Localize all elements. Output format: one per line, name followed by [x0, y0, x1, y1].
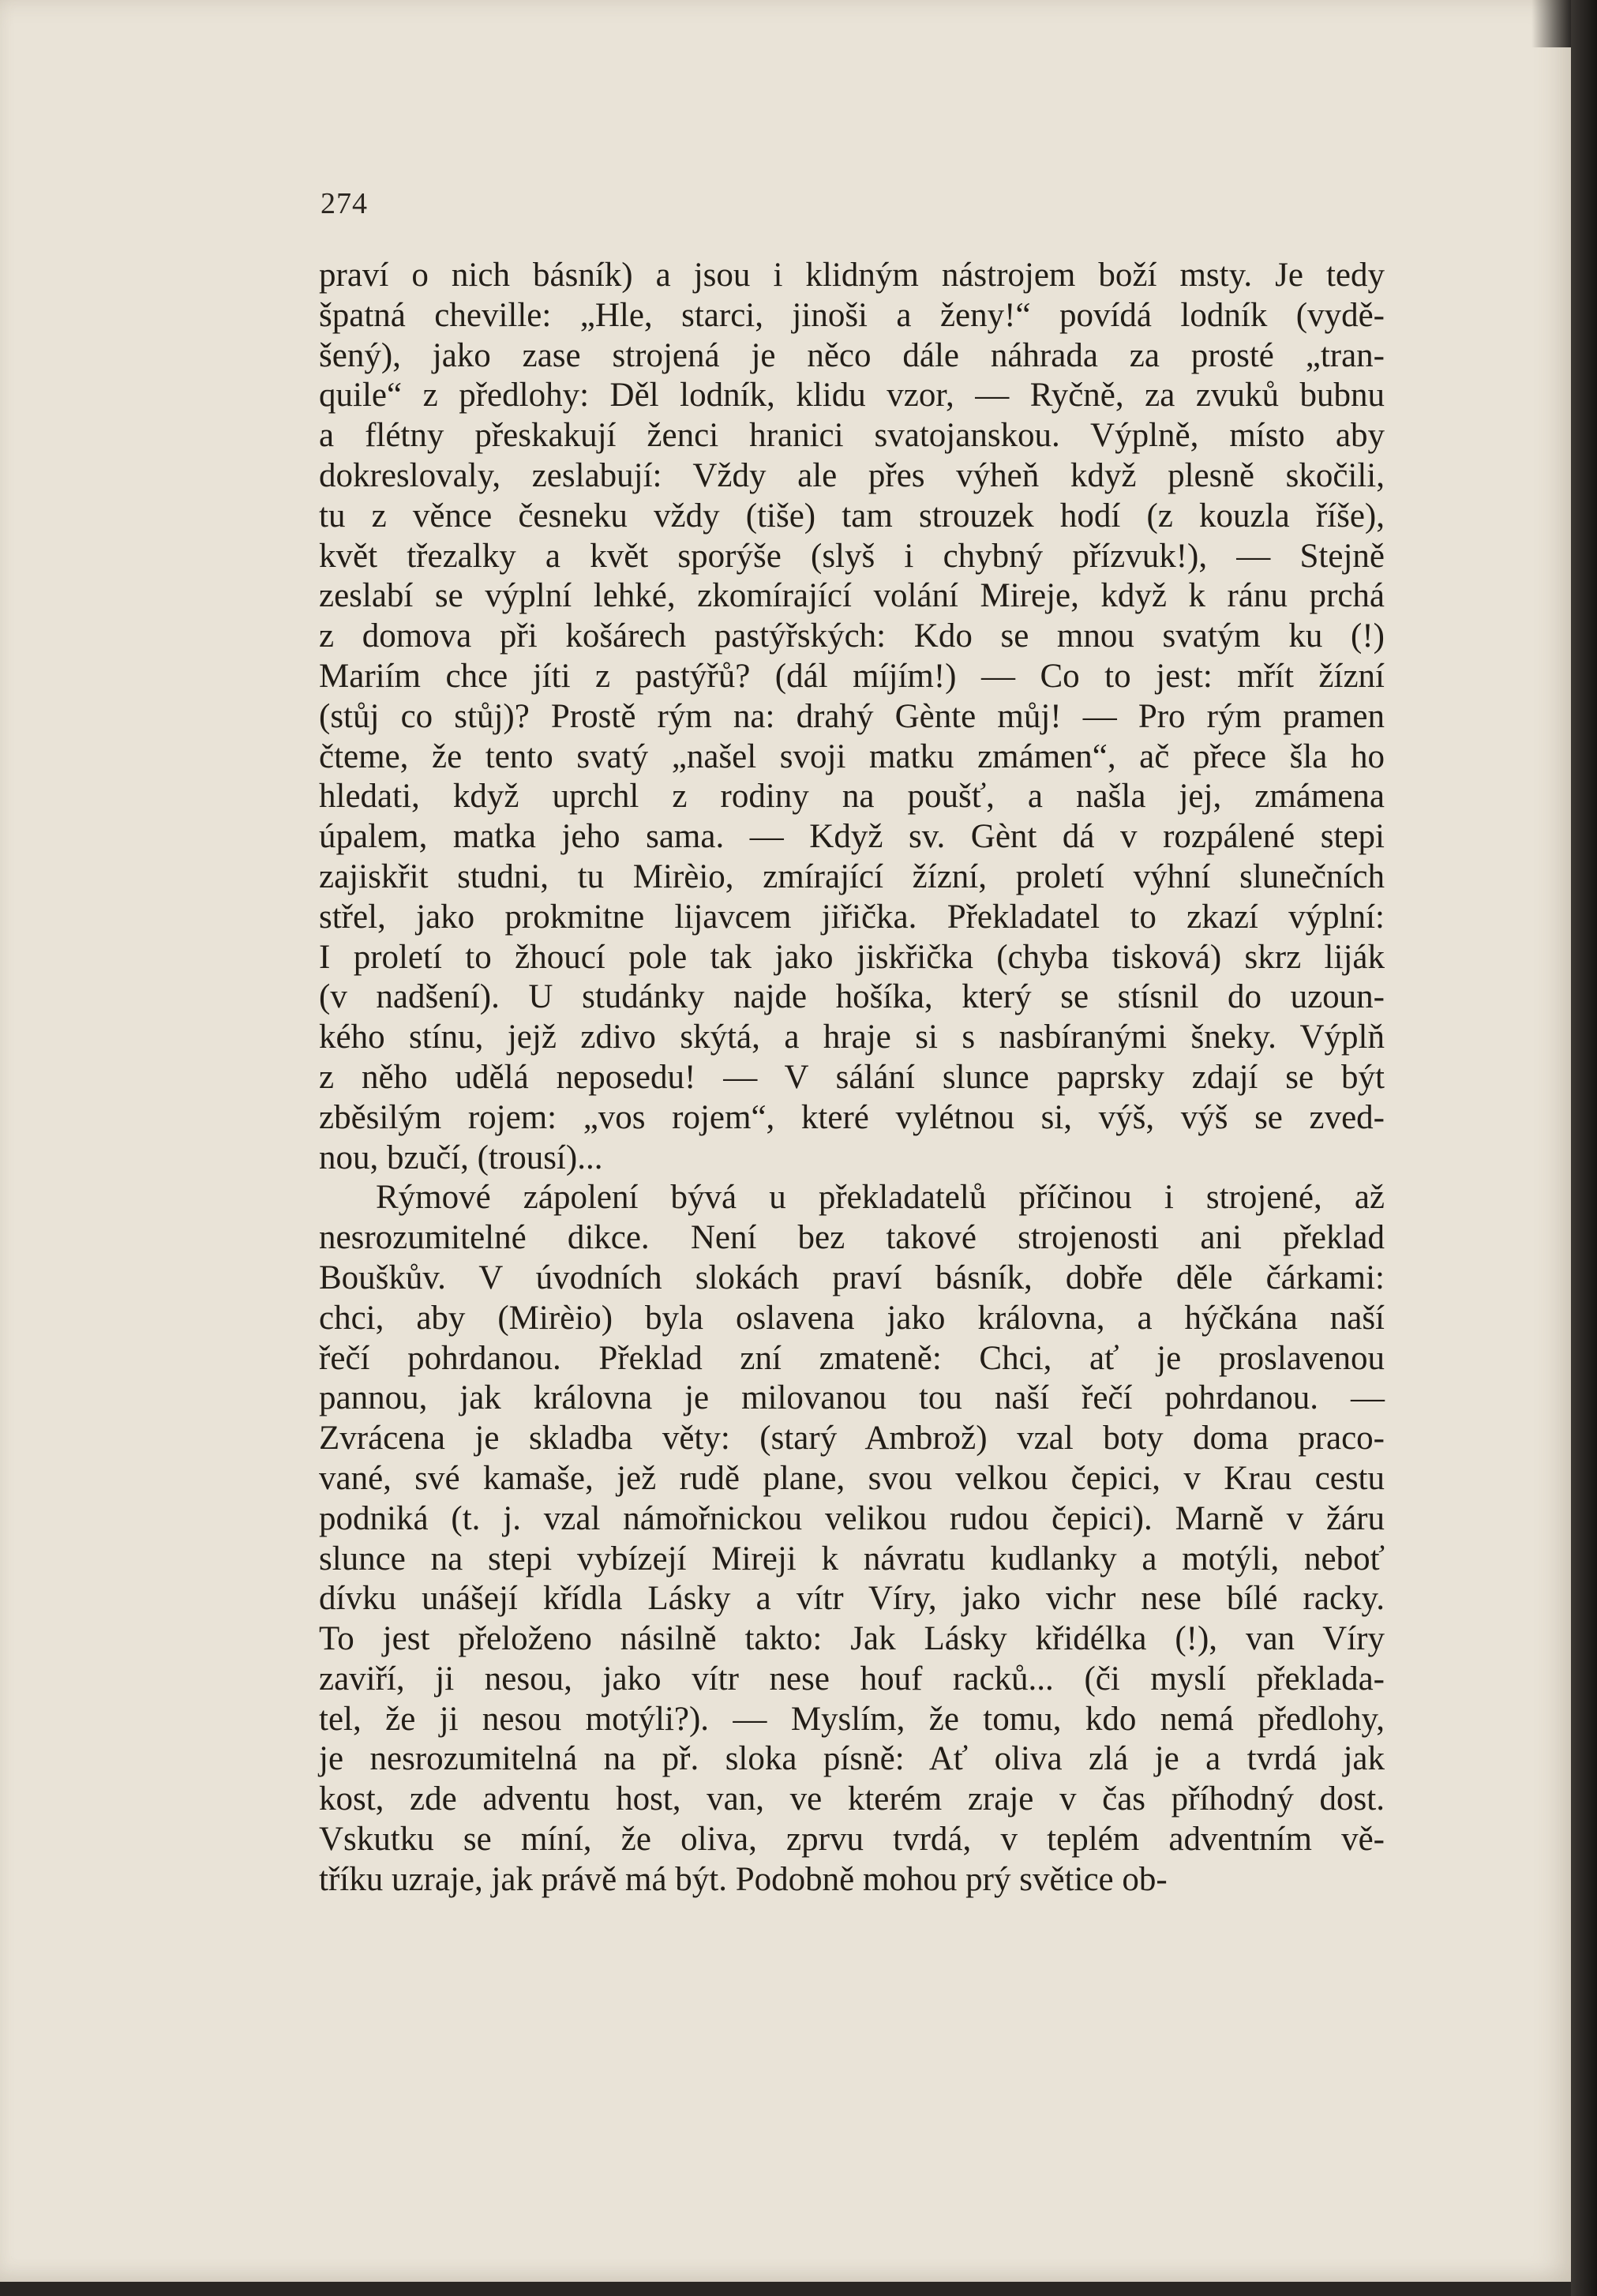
- page-number: 274: [321, 187, 368, 220]
- text-line: čteme, že tento svatý „našel svoji matku zmámen“, ač přece šla ho: [319, 737, 1385, 775]
- text-line: nesrozumitelné dikce. Není bez takové strojenosti ani překlad: [319, 1219, 1385, 1257]
- text-line: Mariím chce jíti z pastýřů? (dál míjím!) — Co to jest: mřít žízní: [319, 657, 1385, 695]
- text-line: z domova při košárech pastýřských: Kdo se mnou svatým ku (!): [319, 617, 1385, 655]
- text-line: zběsilým rojem: „vos rojem“, které vylétnou si, výš, výš se zved‑: [319, 1098, 1385, 1136]
- text-line: Bouškův. V úvodních slokách praví básník, dobře děle čárkami:: [319, 1259, 1385, 1296]
- text-line: nou, bzučí, (trousí)...: [319, 1139, 603, 1176]
- text-line: špatná cheville: „Hle, starci, jinoši a ženy!“ povídá lodník (vydě‑: [319, 296, 1385, 334]
- text-line: květ třezalky a květ sporýše (slyš i chybný přízvuk!), — Stejně: [319, 537, 1385, 575]
- page-corner-shadow: [1531, 0, 1571, 47]
- page-text: [319, 256, 1385, 1900]
- text-line: úpalem, matka jeho sama. — Když sv. Gènt dá v rozpálené stepi: [319, 818, 1385, 856]
- text-line: je nesrozumitelná na př. sloka písně: Ať oliva zlá je a tvrdá jak: [319, 1740, 1385, 1778]
- text-line: Zvrácena je skladba věty: (starý Ambrož) vzal boty doma praco‑: [319, 1420, 1385, 1458]
- text-line: tříku uzraje, jak právě má být. Podobně mohou prý světice ob‑: [319, 1860, 1168, 1898]
- text-line: kého stínu, jejž zdivo skýtá, a hraje si s nasbíranými šneky. Výplň: [319, 1019, 1385, 1056]
- text-line: (stůj co stůj)? Prostě rým na: drahý Gènte můj! — Pro rým pramen: [319, 697, 1385, 735]
- text-line: dokreslovaly, zeslabují: Vždy ale přes výheň když plesně skočili,: [319, 456, 1385, 494]
- text-line: zaviří, ji nesou, jako vítr nese houf racků... (či myslí překlada‑: [319, 1660, 1385, 1698]
- text-line: kost, zde adventu host, van, ve kterém zraje v čas příhodný dost.: [319, 1780, 1385, 1818]
- text-line: quile“ z předlohy: Děl lodník, klidu vzor, — Ryčně, za zvuků bubnu: [319, 377, 1385, 415]
- text-line: a flétny přeskakují ženci hranici svatojanskou. Výplně, místo aby: [319, 417, 1385, 455]
- text-line: Rýmové zápolení bývá u překladatelů příčinou i strojené, až: [376, 1179, 1385, 1217]
- text-line: slunce na stepi vybízejí Mireji k návratu kudlanky a motýli, neboť: [319, 1540, 1385, 1578]
- text-line: To jest přeloženo násilně takto: Jak Lásky křidélka (!), van Víry: [319, 1620, 1385, 1658]
- text-line: (v nadšení). U studánky najde hošíka, který se stísnil do uzoun‑: [319, 978, 1385, 1016]
- text-line: střel, jako prokmitne lijavcem jiřička. Překladatel to zkazí výplní:: [319, 898, 1385, 936]
- text-line: praví o nich básník) a jsou i klidným nástrojem boží msty. Je tedy: [319, 257, 1385, 294]
- text-line: řečí pohrdanou. Překlad zní zmateně: Chci, ať je proslavenou: [319, 1339, 1385, 1377]
- text-line: tu z věnce česneku vždy (tiše) tam strouzek hodí (z kouzla říše),: [319, 497, 1385, 535]
- text-line: šený), jako zase strojená je něco dále náhrada za prosté „tran‑: [319, 336, 1385, 374]
- text-line: hledati, když uprchl z rodiny na poušť, a našla jej, zmámena: [319, 778, 1385, 816]
- text-line: dívku unášejí křídla Lásky a vítr Víry, jako vichr nese bílé racky.: [319, 1580, 1385, 1618]
- text-line: podniká (t. j. vzal námořnickou velikou rudou čepici). Marně v žáru: [319, 1499, 1385, 1537]
- text-line: Vskutku se míní, že oliva, zprvu tvrdá, v teplém adventním vě‑: [319, 1821, 1385, 1859]
- text-line: zeslabí se výplní lehké, zkomírající volání Mireje, když k ránu prchá: [319, 577, 1385, 615]
- text-line: z něho udělá neposedu! — V sálání slunce paprsky zdají se být: [319, 1058, 1385, 1096]
- text-line: vané, své kamaše, jež rudě plane, svou velkou čepici, v Krau cestu: [319, 1459, 1385, 1497]
- text-line: pannou, jak královna je milovanou tou naší řečí pohrdanou. —: [319, 1379, 1385, 1417]
- text-line: chci, aby (Mirèio) byla oslavena jako královna, a hýčkána naší: [319, 1299, 1385, 1337]
- text-line: zajiskřit studni, tu Mirèio, zmírající žízní, proletí výhní slunečních: [319, 857, 1385, 895]
- book-spine-edge: [1571, 0, 1597, 2296]
- text-line: I proletí to žhoucí pole tak jako jiskřička (chyba tisková) skrz liják: [319, 938, 1385, 976]
- text-line: tel, že ji nesou motýli?). — Myslím, že tomu, kdo nemá předlohy,: [319, 1700, 1385, 1738]
